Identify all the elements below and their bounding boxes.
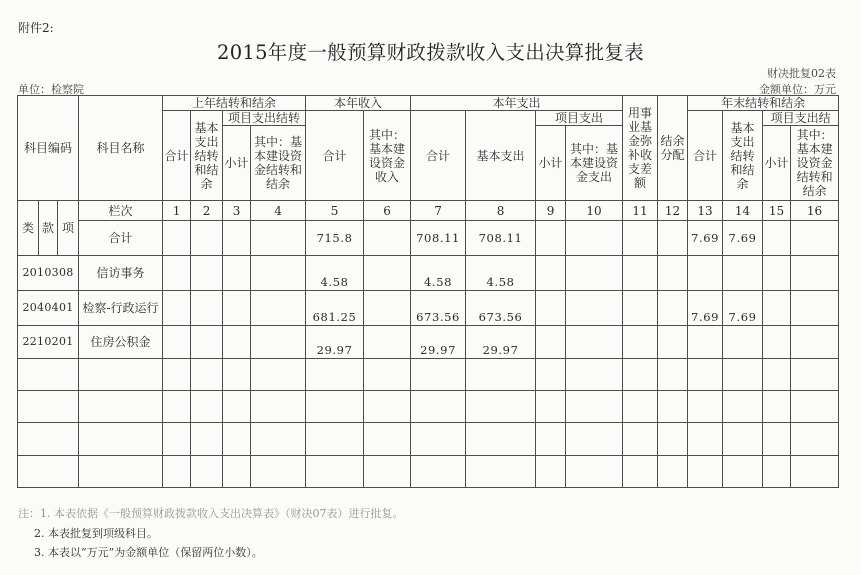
cell-prior-project-capital: [251, 221, 306, 256]
header-prior-basic: 基本支出结转和结余: [191, 111, 223, 201]
header-expenditure-basic: 基本支出: [466, 111, 536, 201]
header-year-end-project-subtotal: 小计: [763, 126, 791, 201]
cell-prior-project-capital: [251, 256, 306, 291]
unit-label: 单位：检察院: [18, 83, 84, 96]
cell-prior-basic: [191, 359, 223, 391]
cell-year-end-basic: [723, 391, 763, 423]
column-number-income-capital: 6: [364, 201, 411, 221]
cell-prior-project-subtotal: [223, 423, 251, 456]
column-number-year-end-basic: 14: [723, 201, 763, 221]
table-row: [18, 256, 839, 291]
cell-expenditure-project-capital: [566, 291, 623, 326]
cell-prior-total: [163, 359, 191, 391]
cell-expenditure-project-subtotal: [536, 291, 566, 326]
cell-expenditure-total: 673.56: [411, 291, 466, 326]
column-number-prior-project-subtotal: 3: [223, 201, 251, 221]
cell-surplus-distribution: [658, 221, 688, 256]
subject-code: 2210201: [18, 326, 79, 359]
header-surplus-distribution: 结余分配: [658, 96, 688, 201]
code-part-item: 项: [58, 201, 79, 256]
header-subject-code: 科目编码: [18, 96, 79, 201]
cell-prior-project-subtotal: [223, 359, 251, 391]
cell-year-end-project-capital: [791, 359, 839, 391]
column-number-expenditure-basic: 8: [466, 201, 536, 221]
cell-income-total: [306, 391, 364, 423]
cell-prior-basic: [191, 256, 223, 291]
header-year-end-total: 合计: [688, 111, 723, 201]
header-year-end-project-capital: 其中：基本建设资金结转和结余: [791, 126, 839, 201]
empty-row: [18, 423, 839, 456]
empty-row: [18, 391, 839, 423]
cell-year-end-total: [688, 423, 723, 456]
note-3: 3. 本表以“万元”为金额单位（保留两位小数）。: [34, 546, 263, 559]
cell-expenditure-project-subtotal: [536, 391, 566, 423]
cell-income-capital: [364, 359, 411, 391]
cell-income-total: 681.25: [306, 291, 364, 326]
cell-income-total: 715.8: [306, 221, 364, 256]
cell-expenditure-total: [411, 456, 466, 488]
cell-year-end-project-capital: [791, 423, 839, 456]
cell-year-end-total: 7.69: [688, 291, 723, 326]
cell-prior-total: [163, 391, 191, 423]
cell-year-end-total: 7.69: [688, 221, 723, 256]
cell-fund-offset: [623, 359, 658, 391]
column-number-expenditure-project-capital: 10: [566, 201, 623, 221]
attachment-label: 附件2:: [18, 21, 54, 35]
cell-year-end-basic: 7.69: [723, 291, 763, 326]
cell-year-end-basic: [723, 359, 763, 391]
cell-income-total: 4.58: [306, 256, 364, 291]
column-number-year-end-project-subtotal: 15: [763, 201, 791, 221]
total-row: [18, 221, 839, 256]
header-fund-offset: 用事业基金弥补收支差额: [623, 96, 658, 201]
column-number-year-end-total: 13: [688, 201, 723, 221]
subject-name: 检察-行政运行: [79, 291, 163, 326]
table-row: [18, 326, 839, 359]
header-income-capital: 其中：基本建设资金收入: [364, 111, 411, 201]
cell-year-end-project-capital: [791, 256, 839, 291]
table-body: [18, 201, 839, 488]
cell-expenditure-basic: 673.56: [466, 291, 536, 326]
cell-expenditure-project-capital: [566, 221, 623, 256]
amount-unit-label: 金额单位：万元: [759, 83, 836, 96]
cell-expenditure-total: 4.58: [411, 256, 466, 291]
header-expenditure-project: 项目支出: [536, 111, 623, 126]
cell-expenditure-basic: [466, 359, 536, 391]
cell-expenditure-basic: 708.11: [466, 221, 536, 256]
column-index-label: 栏次: [79, 201, 163, 221]
empty-row: [18, 456, 839, 488]
cell-year-end-basic: 7.69: [723, 221, 763, 256]
column-number-year-end-project-capital: 16: [791, 201, 839, 221]
cell-surplus-distribution: [658, 291, 688, 326]
cell-surplus-distribution: [658, 326, 688, 359]
cell-expenditure-basic: [466, 423, 536, 456]
cell-prior-project-subtotal: [223, 456, 251, 488]
subject-name: [79, 456, 163, 488]
cell-fund-offset: [623, 221, 658, 256]
cell-expenditure-total: 29.97: [411, 326, 466, 359]
cell-surplus-distribution: [658, 423, 688, 456]
header-row-groups: [18, 96, 839, 111]
cell-expenditure-project-subtotal: [536, 326, 566, 359]
cell-prior-basic: [191, 423, 223, 456]
subject-code: 2010308: [18, 256, 79, 291]
cell-expenditure-project-capital: [566, 256, 623, 291]
cell-year-end-project-capital: [791, 291, 839, 326]
subject-name: 信访事务: [79, 256, 163, 291]
subject-code: [18, 359, 79, 391]
approval-table: [17, 95, 839, 488]
cell-surplus-distribution: [658, 391, 688, 423]
cell-year-end-total: [688, 391, 723, 423]
column-number-expenditure-total: 7: [411, 201, 466, 221]
header-expenditure-project-capital: 其中：基本建设资金支出: [566, 126, 623, 201]
cell-prior-total: [163, 423, 191, 456]
cell-fund-offset: [623, 391, 658, 423]
cell-year-end-project-subtotal: [763, 291, 791, 326]
cell-year-end-basic: [723, 326, 763, 359]
cell-expenditure-basic: 29.97: [466, 326, 536, 359]
cell-income-capital: [364, 326, 411, 359]
subject-name: [79, 359, 163, 391]
cell-fund-offset: [623, 291, 658, 326]
cell-year-end-basic: [723, 256, 763, 291]
cell-income-capital: [364, 256, 411, 291]
cell-income-total: 29.97: [306, 326, 364, 359]
header-prior-project-subtotal: 小计: [223, 126, 251, 201]
cell-expenditure-basic: [466, 391, 536, 423]
subject-code: [18, 456, 79, 488]
cell-expenditure-total: [411, 359, 466, 391]
header-year-end-carryover: 年末结转和结余: [688, 96, 839, 111]
empty-row: [18, 359, 839, 391]
cell-income-capital: [364, 423, 411, 456]
subject-code: [18, 423, 79, 456]
cell-prior-basic: [191, 221, 223, 256]
total-row-label: 合计: [79, 221, 163, 256]
cell-income-capital: [364, 221, 411, 256]
cell-prior-basic: [191, 326, 223, 359]
cell-expenditure-basic: 4.58: [466, 256, 536, 291]
cell-expenditure-project-subtotal: [536, 423, 566, 456]
cell-prior-basic: [191, 391, 223, 423]
subject-code: 2040401: [18, 291, 79, 326]
cell-year-end-total: [688, 326, 723, 359]
cell-prior-project-capital: [251, 456, 306, 488]
cell-prior-project-capital: [251, 391, 306, 423]
column-number-fund-offset: 11: [623, 201, 658, 221]
page-title: 2015年度一般预算财政拨款收入支出决算批复表: [216, 41, 645, 64]
cell-prior-project-capital: [251, 359, 306, 391]
cell-expenditure-project-capital: [566, 456, 623, 488]
cell-year-end-total: [688, 456, 723, 488]
header-income-total: 合计: [306, 111, 364, 201]
cell-year-end-project-capital: [791, 391, 839, 423]
column-index-row: [18, 201, 839, 221]
cell-fund-offset: [623, 256, 658, 291]
header-prior-project: 项目支出结转: [223, 111, 306, 126]
column-number-prior-basic: 2: [191, 201, 223, 221]
note-2: 2. 本表批复到项级科目。: [34, 527, 158, 540]
cell-year-end-basic: [723, 456, 763, 488]
header-year-end-project: 项目支出结: [763, 111, 839, 126]
subject-code: [18, 391, 79, 423]
column-number-surplus-distribution: 12: [658, 201, 688, 221]
cell-prior-total: [163, 221, 191, 256]
cell-income-capital: [364, 291, 411, 326]
code-part-class: 类: [18, 201, 39, 256]
cell-prior-project-capital: [251, 291, 306, 326]
code-part-section: 款: [39, 201, 58, 256]
cell-expenditure-project-capital: [566, 359, 623, 391]
form-code: 财决批复02表: [767, 67, 836, 80]
column-number-expenditure-project-subtotal: 9: [536, 201, 566, 221]
cell-year-end-total: [688, 359, 723, 391]
cell-prior-total: [163, 256, 191, 291]
cell-surplus-distribution: [658, 456, 688, 488]
cell-expenditure-total: [411, 391, 466, 423]
cell-fund-offset: [623, 456, 658, 488]
cell-expenditure-project-capital: [566, 391, 623, 423]
cell-prior-project-subtotal: [223, 256, 251, 291]
cell-expenditure-project-subtotal: [536, 456, 566, 488]
cell-expenditure-total: 708.11: [411, 221, 466, 256]
cell-income-capital: [364, 391, 411, 423]
cell-prior-basic: [191, 456, 223, 488]
cell-fund-offset: [623, 326, 658, 359]
column-number-income-total: 5: [306, 201, 364, 221]
cell-prior-project-subtotal: [223, 291, 251, 326]
cell-year-end-project-capital: [791, 221, 839, 256]
cell-year-end-total: [688, 256, 723, 291]
column-number-prior-total: 1: [163, 201, 191, 221]
cell-expenditure-total: [411, 423, 466, 456]
cell-surplus-distribution: [658, 359, 688, 391]
header-prior-project-capital: 其中：基本建设资金结转和结余: [251, 126, 306, 201]
cell-prior-total: [163, 291, 191, 326]
cell-expenditure-basic: [466, 456, 536, 488]
cell-year-end-project-subtotal: [763, 456, 791, 488]
cell-expenditure-project-capital: [566, 326, 623, 359]
table-row: [18, 291, 839, 326]
cell-year-end-project-subtotal: [763, 221, 791, 256]
header-prior-total: 合计: [163, 111, 191, 201]
cell-year-end-project-capital: [791, 326, 839, 359]
cell-prior-project-capital: [251, 326, 306, 359]
cell-income-total: [306, 359, 364, 391]
cell-prior-total: [163, 326, 191, 359]
cell-prior-project-subtotal: [223, 391, 251, 423]
subject-name: 住房公积金: [79, 326, 163, 359]
cell-fund-offset: [623, 423, 658, 456]
cell-year-end-project-subtotal: [763, 391, 791, 423]
header-prior-carryover: 上年结转和结余: [163, 96, 306, 111]
cell-income-total: [306, 423, 364, 456]
cell-year-end-project-subtotal: [763, 256, 791, 291]
cell-income-capital: [364, 456, 411, 488]
cell-expenditure-project-capital: [566, 423, 623, 456]
cell-prior-project-capital: [251, 423, 306, 456]
subject-name: [79, 423, 163, 456]
cell-prior-project-subtotal: [223, 326, 251, 359]
cell-prior-basic: [191, 291, 223, 326]
note-1: 注：1. 本表依据《一般预算财政拨款收入支出决算表》（财决07表）进行批复。: [18, 507, 404, 520]
cell-expenditure-project-subtotal: [536, 256, 566, 291]
subject-name: [79, 391, 163, 423]
header-current-expenditure: 本年支出: [411, 96, 623, 111]
cell-year-end-project-subtotal: [763, 326, 791, 359]
header-year-end-basic: 基本支出结转和结余: [723, 111, 763, 201]
cell-year-end-basic: [723, 423, 763, 456]
header-expenditure-total: 合计: [411, 111, 466, 201]
cell-prior-project-subtotal: [223, 221, 251, 256]
cell-surplus-distribution: [658, 256, 688, 291]
header-expenditure-project-subtotal: 小计: [536, 126, 566, 201]
cell-prior-total: [163, 456, 191, 488]
cell-expenditure-project-subtotal: [536, 359, 566, 391]
header-current-income: 本年收入: [306, 96, 411, 111]
header-subject-name: 科目名称: [79, 96, 163, 201]
cell-expenditure-project-subtotal: [536, 221, 566, 256]
cell-year-end-project-capital: [791, 456, 839, 488]
cell-year-end-project-subtotal: [763, 359, 791, 391]
cell-year-end-project-subtotal: [763, 423, 791, 456]
cell-income-total: [306, 456, 364, 488]
column-number-prior-project-capital: 4: [251, 201, 306, 221]
